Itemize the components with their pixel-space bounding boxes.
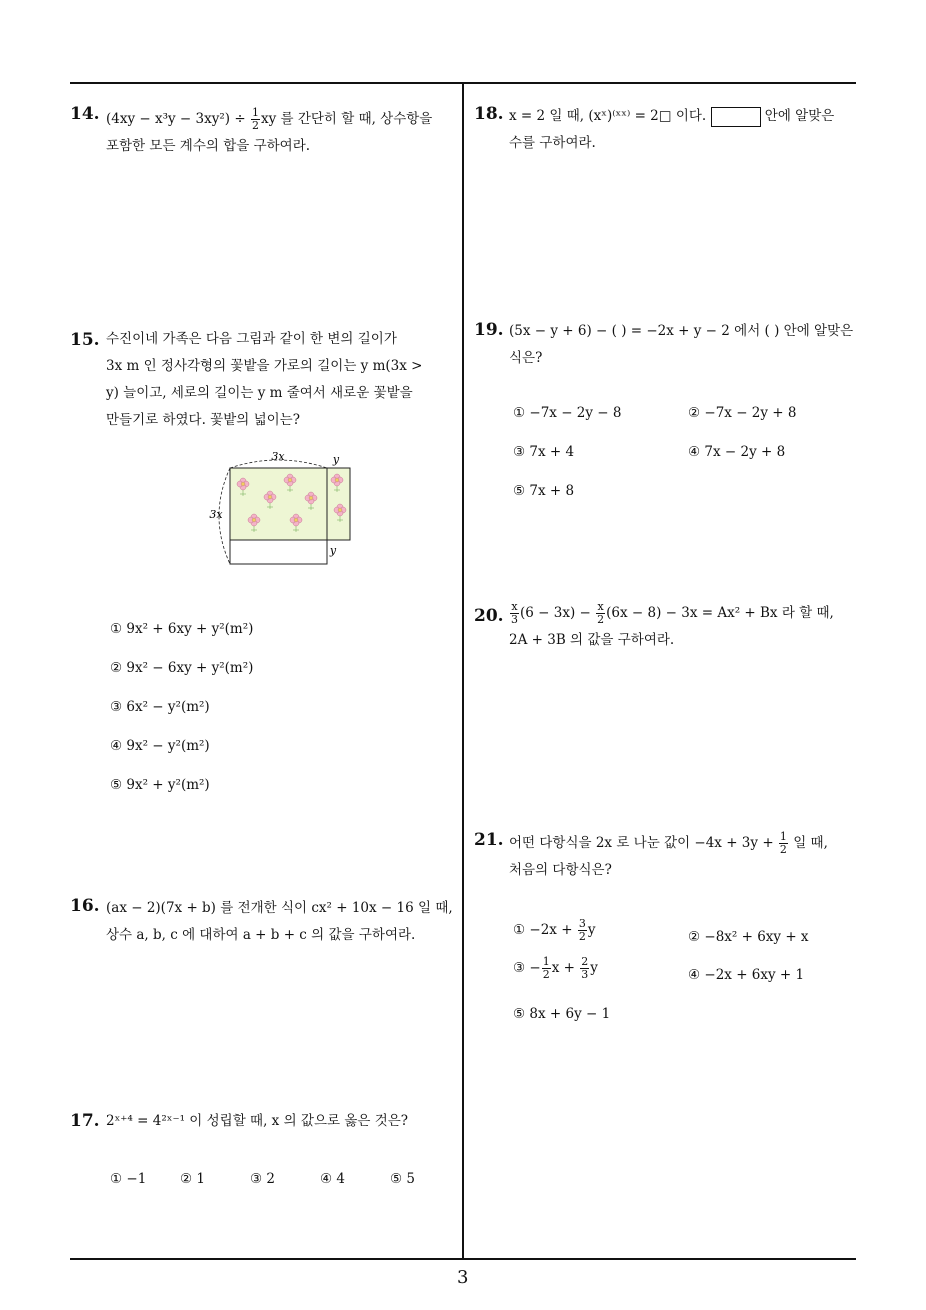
q14-expression: (4xy − x³y − 3xy²) ÷ [106, 111, 250, 127]
question-14-number: 14. [70, 104, 100, 124]
question-17-text [106, 1108, 456, 1135]
q18-line1-rest: 안에 알맞은 [764, 108, 835, 124]
column-divider [462, 82, 464, 1259]
question-14-line2: 포함한 모든 계수의 합을 구하여라. [106, 138, 311, 154]
q21-choice-1[interactable] [513, 918, 595, 943]
question-19-line1: (5x − y + 6) − ( ) = −2x + y − 2 에서 ( ) 안에 알맞은 [509, 323, 854, 339]
q21-c3-num2: 2 [581, 955, 589, 968]
question-16-number: 16. [70, 896, 100, 916]
question-18-number: 18. [474, 104, 504, 124]
q19-choice-2[interactable]: ② −7x − 2y + 8 [688, 405, 797, 421]
q17-choice-4[interactable]: ④ 4 [320, 1171, 345, 1187]
q19-choice-3[interactable]: ③ 7x + 4 [513, 444, 575, 460]
top-label: 3x [271, 450, 285, 463]
question-18-line1 [509, 103, 859, 130]
q19-choice-5[interactable]: ⑤ 7x + 8 [513, 483, 575, 499]
q21-frac-den: 2 [779, 843, 787, 856]
answer-box [711, 107, 761, 127]
question-20-number: 20. [474, 606, 504, 626]
q21-c3-fraction-2 [580, 956, 589, 981]
q21-c3-num1: 1 [542, 955, 550, 968]
question-15-line4: 만들기로 하였다. 꽃밭의 넓이는? [106, 412, 300, 428]
question-15-number: 15. [70, 330, 100, 350]
q15-choice-3[interactable]: ③ 6x² − y²(m²) [110, 699, 210, 715]
q21-c1-den: 2 [578, 930, 586, 943]
q17-choice-1[interactable]: ① −1 [110, 1171, 147, 1187]
question-19-text [509, 318, 859, 372]
question-21-number: 21. [474, 830, 504, 850]
q21-c1-end: y [587, 922, 596, 938]
q15-choice-4[interactable]: ④ 9x² − y²(m²) [110, 738, 210, 754]
q18-expression: x = 2 일 때, (xˣ)⁽ˣˣ⁾ = 2□ 이다. [509, 108, 707, 124]
left-label: 3x [209, 508, 223, 521]
q21-fraction [779, 831, 788, 856]
q14-frac-num: 1 [251, 106, 259, 119]
q20-fraction-1 [510, 601, 519, 626]
question-21-line2: 처음의 다항식은? [509, 862, 612, 878]
q14-frac-den: 2 [251, 119, 259, 132]
q15-choice-1[interactable]: ① 9x² + 6xy + y²(m²) [110, 621, 254, 637]
q20-fraction-2 [596, 601, 605, 626]
q21-choice-3[interactable] [513, 956, 598, 981]
q21-choice-4[interactable]: ④ −2x + 6xy + 1 [688, 967, 805, 983]
q17-choice-3[interactable]: ③ 2 [250, 1171, 275, 1187]
question-21-line1 [509, 830, 859, 857]
q20-f2-den: 2 [597, 613, 605, 626]
q21-c3-den2: 3 [581, 968, 589, 981]
top-right-label: y [332, 453, 340, 466]
q21-c3-mid: x + [551, 960, 580, 976]
q19-choice-4[interactable]: ④ 7x − 2y + 8 [688, 444, 786, 460]
q21-c3-fraction-1 [542, 956, 551, 981]
q21-frac-num: 1 [779, 830, 787, 843]
q21-c3-end: y [590, 960, 598, 976]
q21-c3-start: ③ − [513, 960, 541, 976]
q20-f2-num: x [597, 600, 604, 613]
q21-c1-fraction [578, 918, 587, 943]
bottom-right-label: y [329, 544, 337, 557]
question-15-text [106, 326, 456, 434]
question-16-line1: (ax − 2)(7x + b) 를 전개한 식이 cx² + 10x − 16 일 때, [106, 900, 453, 916]
q14-line1-rest: xy 를 간단히 할 때, 상수항을 [260, 111, 433, 127]
question-16-text [106, 895, 456, 949]
q21-c1-start: ① −2x + [513, 922, 577, 938]
q20-line1-rest: (6x − 8) − 3x = Ax² + Bx 라 할 때, [606, 605, 834, 621]
flower-bed-diagram [200, 450, 360, 575]
q21-line1-rest: 일 때, [788, 835, 828, 851]
question-17-line1: 2ˣ⁺⁴ = 4²ˣ⁻¹ 이 성립할 때, x 의 값으로 옳은 것은? [106, 1113, 409, 1129]
q20-f1-den: 3 [511, 613, 518, 626]
question-14-text [106, 106, 456, 160]
question-16-line2: 상수 a, b, c 에 대하여 a + b + c 의 값을 구하여라. [106, 927, 416, 943]
q21-choice-5[interactable]: ⑤ 8x + 6y − 1 [513, 1006, 611, 1022]
q17-choice-5[interactable]: ⑤ 5 [390, 1171, 415, 1187]
q21-c1-num: 3 [578, 917, 586, 930]
question-15-line1: 수진이네 가족은 다음 그림과 같이 한 변의 길이가 [106, 331, 397, 347]
q21-line1-start: 어떤 다항식을 2x 로 나눈 값이 −4x + 3y + [509, 835, 778, 851]
page-number: 3 [457, 1267, 469, 1288]
question-18-text [509, 103, 859, 157]
q15-choice-2[interactable]: ② 9x² − 6xy + y²(m²) [110, 660, 254, 676]
question-20-line1 [509, 600, 859, 627]
question-20-text [509, 600, 859, 654]
question-14-line1 [106, 106, 456, 133]
question-21-text [509, 830, 859, 884]
removed-strip [230, 540, 327, 564]
question-19-line2: 식은? [509, 350, 543, 366]
q20-mid: (6 − 3x) − [520, 605, 596, 621]
q20-f1-num: x [511, 600, 518, 613]
question-20-line2: 2A + 3B 의 값을 구하여라. [509, 632, 675, 648]
question-15-line3: y) 늘이고, 세로의 길이는 y m 줄여서 새로운 꽃밭을 [106, 385, 413, 401]
q15-choice-5[interactable]: ⑤ 9x² + y²(m²) [110, 777, 210, 793]
question-15-line2: 3x m 인 정사각형의 꽃밭을 가로의 길이는 y m(3x > [106, 358, 423, 374]
q21-c3-den1: 2 [542, 968, 550, 981]
question-19-number: 19. [474, 320, 504, 340]
q14-fraction [251, 107, 260, 132]
question-18-line2: 수를 구하여라. [509, 135, 596, 151]
q21-choice-2[interactable]: ② −8x² + 6xy + x [688, 929, 809, 945]
question-17-number: 17. [70, 1111, 100, 1131]
q19-choice-1[interactable]: ① −7x − 2y − 8 [513, 405, 622, 421]
q17-choice-2[interactable]: ② 1 [180, 1171, 205, 1187]
